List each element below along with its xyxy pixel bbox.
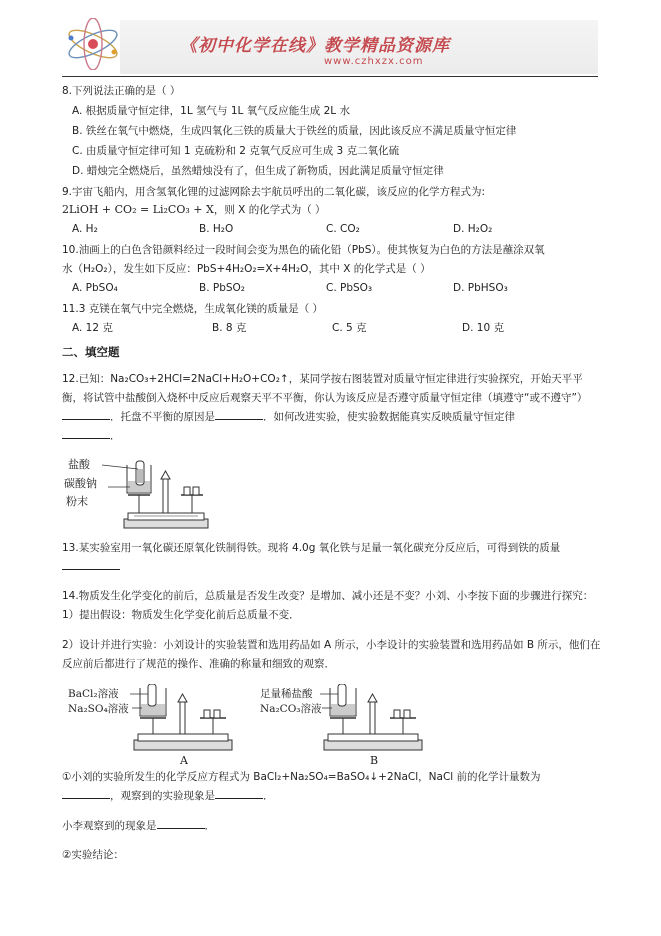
item-1-text-part2: ，观察到的实验现象是 [110, 790, 215, 802]
option-c: C. CO₂ [326, 223, 360, 235]
item-li-text: 小李观察到的现象是 [62, 819, 157, 832]
answer-blank[interactable] [215, 408, 263, 420]
option-b: B. H₂O [199, 223, 234, 235]
answer-blank[interactable] [62, 787, 110, 799]
header-url[interactable]: www.czhxzx.com [324, 56, 424, 67]
options-row [62, 320, 602, 336]
question-10 [62, 242, 602, 296]
options-row [62, 221, 602, 237]
options-row [62, 280, 602, 296]
experiment-figures-ab [68, 684, 448, 766]
question-stem-line2: 水（H₂O₂），发生如下反应：PbS+4H₂O₂=X+4H₂O，其中 X 的化学式是（ ） [62, 263, 431, 275]
item-1-text: ①小刘的实验所发生的化学反应方程式为 BaCl₂+Na₂SO₄=BaSO₄↓+2NaCl，NaCl 前的化学计量数为 [62, 771, 541, 783]
question-11 [62, 301, 602, 336]
question-stem: 9.宇宙飞船内，用含氢氧化锂的过滤网除去宇航员呼出的二氧化碳，该反应的化学方程式为: [62, 186, 486, 198]
figure-b-label-hcl: 足量稀盐酸 [260, 688, 313, 700]
question-14 [62, 587, 602, 865]
question-stem: 14.物质发生化学变化的前后，总质量是否发生改变？是增加、减小还是不变？小刘、小李按下面的步骤进行探究： 1）提出假设：物质发生化学变化前后总质量不变． [62, 590, 599, 621]
option-c: C. PbSO₃ [326, 282, 373, 294]
question-stem: 13.某实验室用一氧化碳还原氧化铁制得铁。现将 4.0g 氧化铁与足量一氧化碳充分反应后，可得到铁的质量 [62, 541, 561, 554]
figure-a-label-na2so4: Na₂SO₄溶液 [68, 703, 129, 715]
option-d: D. 蜡烛完全燃烧后，虽然蜡烛没有了，但生成了新物质，因此满足质量守恒定律 [72, 165, 444, 177]
question-item-li [62, 817, 602, 836]
question-stem: 11.3 克镁在氧气中完全燃烧，生成氧化镁的质量是（ ） [62, 303, 324, 315]
chemical-equation: 2LiOH + CO₂ = Li₂CO₃ + X [62, 203, 214, 216]
item-li-text-part2: ． [204, 819, 215, 832]
question-item-2: ②实验结论： [62, 849, 124, 861]
option-b: B. PbSO₂ [199, 282, 246, 294]
question-9 [62, 184, 602, 237]
question-text-part2: ．托盘不平衡的原因是 [110, 411, 215, 423]
question-stem: 12.已知：Na₂CO₃+2HCl=2NaCl+H₂O+CO₂↑，某同学按右图装置对质量守恒定律进行实验探究，开始天平平衡，将试管中盐酸倒入烧杯中反应后观察天平不平衡，你认为该反应是否遵守质量守恒定律（填遵守“或不遵守”） [62, 373, 588, 404]
option-a: A. PbSO₄ [72, 282, 118, 294]
option-c: C. 由质量守恒定律可知 1 克硫粉和 2 克氧气反应可生成 3 克二氧化硫 [72, 145, 400, 157]
page-header [62, 18, 598, 76]
balance-figure-b [320, 684, 422, 750]
question-8 [62, 83, 602, 179]
option-a: A. 根据质量守恒定律，1L 氢气与 1L 氧气反应能生成 2L 水 [72, 105, 350, 117]
question-text-part4: ． [110, 430, 121, 442]
question-12 [62, 370, 602, 533]
question-equation-line [62, 202, 602, 218]
item-1-text-part3: ． [263, 790, 274, 802]
answer-blank[interactable] [215, 787, 263, 799]
answer-blank[interactable] [62, 558, 120, 570]
question-stem: 8.下列说法正确的是（ ） [62, 85, 181, 97]
balance-figure-a [130, 684, 232, 750]
question-stem-line1: 10.油画上的白色含铅颜料经过一段时间会变为黑色的硫化铅（PbS）。使其恢复为白色的方法是蘸涂双氧 [62, 244, 545, 256]
figure-a-label-bacl2: BaCl₂溶液 [68, 688, 119, 700]
option-a: A. H₂ [72, 223, 98, 235]
figure-label-hcl: 盐酸 [68, 457, 90, 471]
figure-label-na2co3: 碳酸钠 [64, 476, 97, 490]
question-tail: ，则 X 的化学式为（ ） [213, 204, 326, 216]
question-text-part3: ．如何改进实验，使实验数据能真实反映质量守恒定律 [263, 411, 515, 423]
option-a: A. 12 克 [72, 322, 113, 334]
atom-logo-icon [62, 18, 124, 70]
header-divider [62, 76, 598, 77]
question-text [62, 370, 602, 446]
document-body [62, 80, 602, 876]
question-step-2: 2）设计并进行实验：小刘设计的实验装置和选用药品如 A 所示，小李设计的实验装置和选用药品如 B 所示，他们在反应前后都进行了规范的操作、准确的称量和细致的观察． [62, 638, 601, 670]
answer-blank[interactable] [62, 408, 110, 420]
option-d: D. 10 克 [462, 322, 504, 334]
answer-blank[interactable] [157, 817, 205, 829]
figure-b-label-na2co3: Na₂CO₃溶液 [260, 703, 322, 715]
option-b: B. 铁丝在氧气中燃烧，生成四氧化三铁的质量大于铁丝的质量，因此该反应不满足质量守恒定律 [72, 125, 517, 137]
section-title: 二、填空题 [62, 345, 120, 359]
answer-blank[interactable] [62, 427, 110, 439]
option-c: C. 5 克 [332, 322, 367, 334]
figure-a-caption: A [180, 754, 188, 766]
header-title: 《初中化学在线》教学精品资源库 [180, 36, 450, 56]
option-b: B. 8 克 [212, 322, 247, 334]
question-text [62, 539, 602, 577]
figure-b-caption: B [370, 754, 379, 766]
figure-label-powder: 粉末 [66, 494, 88, 508]
option-d: D. PbHSO₃ [453, 282, 508, 294]
option-d: D. H₂O₂ [453, 223, 493, 235]
question-item-1 [62, 768, 602, 806]
question-13 [62, 539, 602, 577]
balance-figure [64, 457, 214, 533]
